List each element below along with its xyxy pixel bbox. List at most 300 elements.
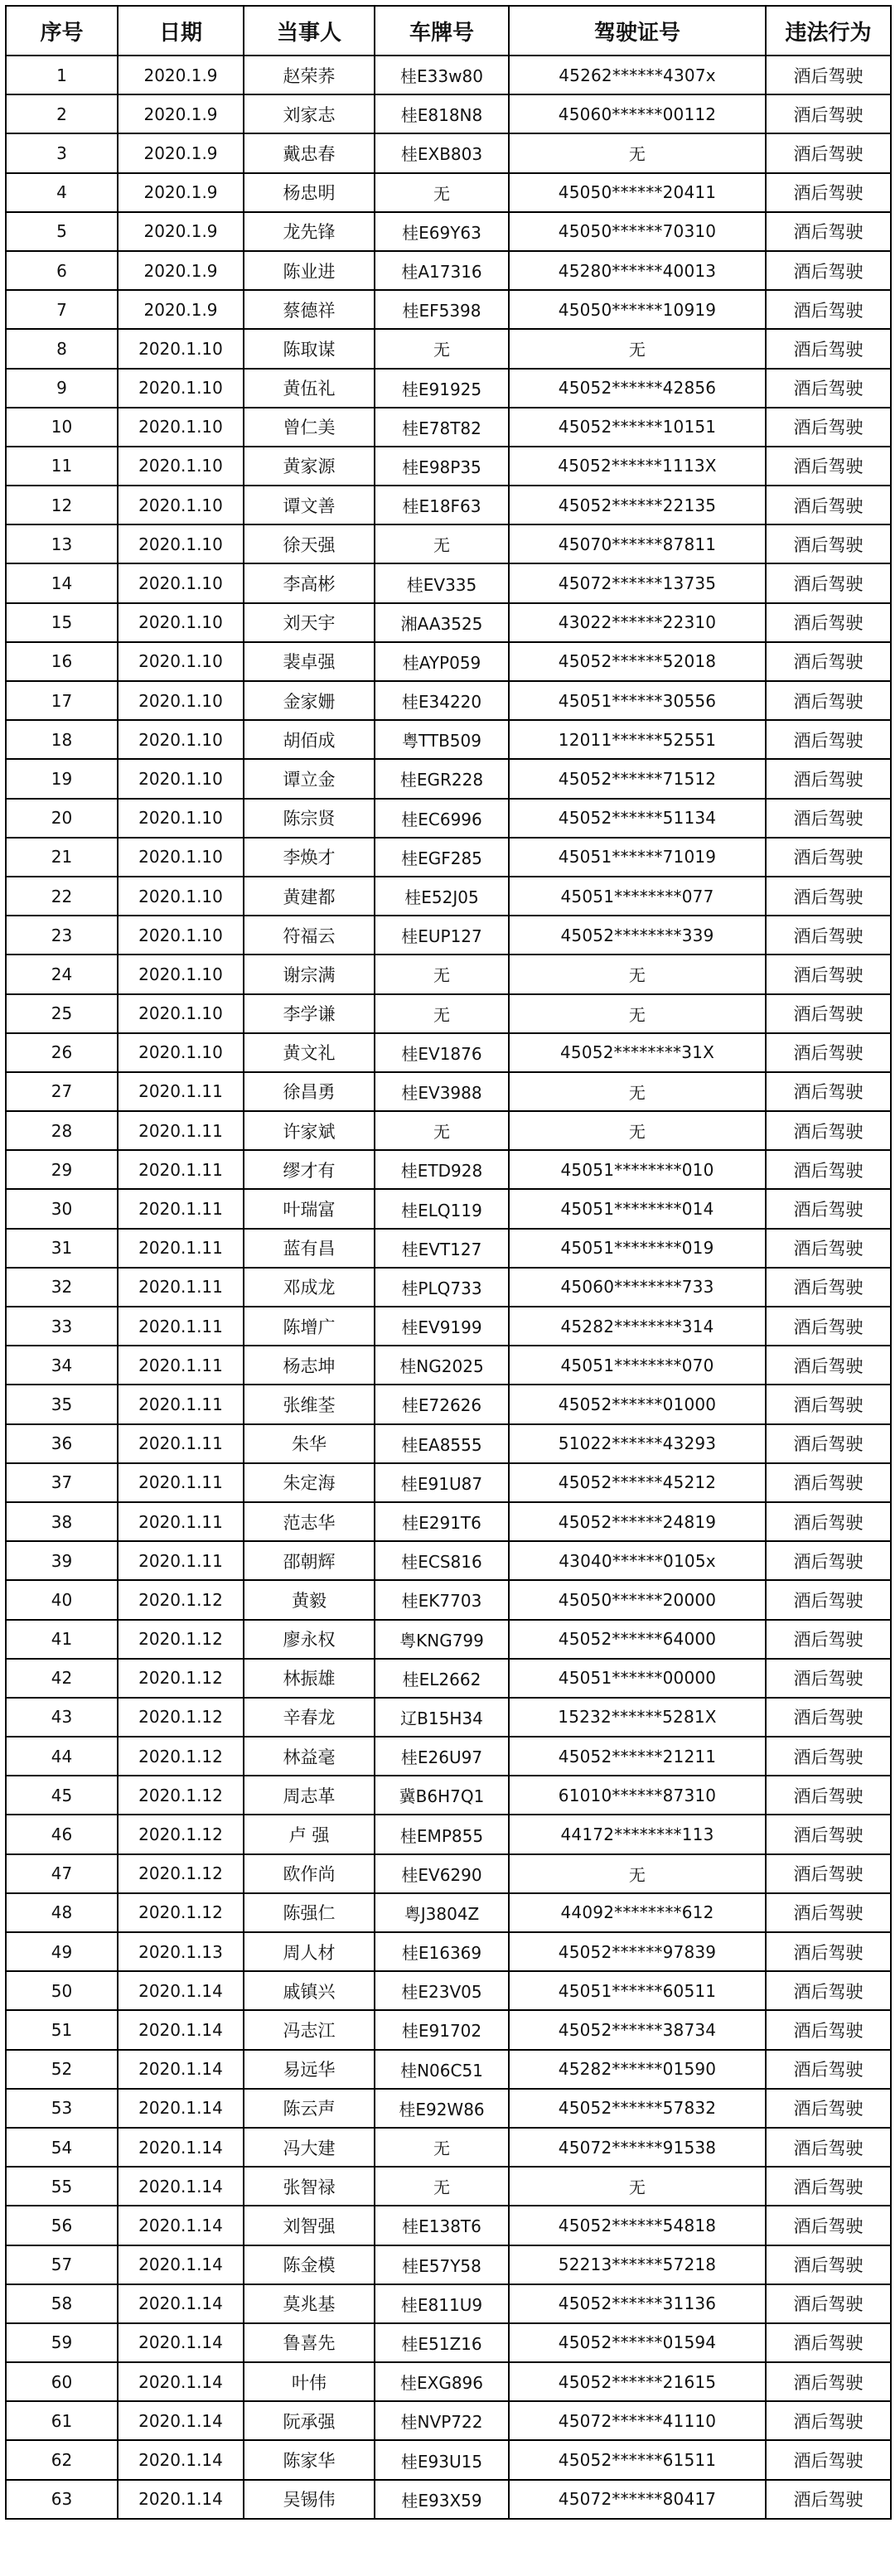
table-row — [6, 838, 891, 877]
row-violation: 酒后驾驶 — [766, 563, 891, 602]
row-date: 2020.1.11 — [118, 1189, 244, 1228]
row-index: 20 — [6, 799, 118, 838]
row-date: 2020.1.10 — [118, 563, 244, 602]
row-plate: 无 — [375, 2128, 509, 2167]
row-violation: 酒后驾驶 — [766, 2480, 891, 2519]
row-date: 2020.1.12 — [118, 1854, 244, 1893]
table-row — [6, 759, 891, 798]
table-row — [6, 1463, 891, 1502]
row-license: 45051********014 — [509, 1189, 766, 1228]
row-plate: 桂EGR228 — [375, 759, 509, 798]
row-date: 2020.1.12 — [118, 1580, 244, 1619]
row-index: 58 — [6, 2284, 118, 2323]
row-party: 胡佰成 — [244, 720, 375, 759]
row-license: 45052******51134 — [509, 799, 766, 838]
row-violation: 酒后驾驶 — [766, 1971, 891, 2010]
row-party: 吴锡伟 — [244, 2480, 375, 2519]
row-index: 45 — [6, 1776, 118, 1815]
row-license: 45052******52018 — [509, 642, 766, 681]
row-violation: 酒后驾驶 — [766, 1150, 891, 1189]
row-date: 2020.1.10 — [118, 447, 244, 486]
row-license: 45050******10919 — [509, 290, 766, 329]
row-index: 51 — [6, 2010, 118, 2049]
row-plate: 桂A17316 — [375, 251, 509, 290]
row-violation: 酒后驾驶 — [766, 2050, 891, 2089]
row-license: 45052******10151 — [509, 408, 766, 447]
row-plate: 桂E91925 — [375, 369, 509, 408]
row-date: 2020.1.12 — [118, 1698, 244, 1737]
row-party: 杨忠明 — [244, 173, 375, 212]
row-index: 15 — [6, 603, 118, 642]
row-violation: 酒后驾驶 — [766, 1737, 891, 1776]
row-violation: 酒后驾驶 — [766, 720, 891, 759]
row-violation: 酒后驾驶 — [766, 1033, 891, 1072]
table-body — [6, 56, 891, 2519]
row-party: 金家姗 — [244, 681, 375, 720]
row-party: 黄建都 — [244, 877, 375, 916]
row-index: 52 — [6, 2050, 118, 2089]
row-index: 50 — [6, 1971, 118, 2010]
row-violation: 酒后驾驶 — [766, 2323, 891, 2362]
row-party: 张维荃 — [244, 1385, 375, 1423]
table-row — [6, 1346, 891, 1385]
row-violation: 酒后驾驶 — [766, 603, 891, 642]
row-violation: 酒后驾驶 — [766, 1854, 891, 1893]
row-party: 陈宗贤 — [244, 799, 375, 838]
row-index: 62 — [6, 2440, 118, 2479]
row-date: 2020.1.12 — [118, 1659, 244, 1698]
row-index: 60 — [6, 2362, 118, 2401]
row-plate: 无 — [375, 1111, 509, 1150]
row-license: 45051********077 — [509, 877, 766, 916]
row-violation: 酒后驾驶 — [766, 1698, 891, 1737]
table-row — [6, 720, 891, 759]
row-license: 45072******41110 — [509, 2401, 766, 2440]
row-index: 14 — [6, 563, 118, 602]
table-row — [6, 2362, 891, 2401]
row-date: 2020.1.14 — [118, 2401, 244, 2440]
row-license: 45052******57832 — [509, 2089, 766, 2128]
row-license: 无 — [509, 2167, 766, 2206]
row-date: 2020.1.10 — [118, 681, 244, 720]
row-plate: 桂ETD928 — [375, 1150, 509, 1189]
row-date: 2020.1.10 — [118, 369, 244, 408]
table-row — [6, 642, 891, 681]
table-row — [6, 1424, 891, 1463]
row-index: 35 — [6, 1385, 118, 1423]
row-violation: 酒后驾驶 — [766, 2245, 891, 2284]
row-party: 缪才有 — [244, 1150, 375, 1189]
row-license: 45052******45212 — [509, 1463, 766, 1502]
row-license: 45060********733 — [509, 1268, 766, 1307]
row-date: 2020.1.11 — [118, 1463, 244, 1502]
row-party: 张智禄 — [244, 2167, 375, 2206]
row-index: 4 — [6, 173, 118, 212]
table-row — [6, 1541, 891, 1580]
row-date: 2020.1.11 — [118, 1229, 244, 1268]
row-plate: 桂E91702 — [375, 2010, 509, 2049]
row-index: 5 — [6, 212, 118, 251]
row-party: 黄伍礼 — [244, 369, 375, 408]
row-date: 2020.1.10 — [118, 720, 244, 759]
row-party: 卢 强 — [244, 1815, 375, 1853]
row-index: 43 — [6, 1698, 118, 1737]
row-party: 易远华 — [244, 2050, 375, 2089]
row-violation: 酒后驾驶 — [766, 408, 891, 447]
row-index: 39 — [6, 1541, 118, 1580]
row-license: 45052******21615 — [509, 2362, 766, 2401]
table-row — [6, 1189, 891, 1228]
row-date: 2020.1.9 — [118, 133, 244, 172]
row-party: 黄毅 — [244, 1580, 375, 1619]
row-violation: 酒后驾驶 — [766, 1268, 891, 1307]
row-party: 李焕才 — [244, 838, 375, 877]
table-row — [6, 2050, 891, 2089]
row-license: 45052******54818 — [509, 2206, 766, 2245]
row-violation: 酒后驾驶 — [766, 838, 891, 877]
row-index: 28 — [6, 1111, 118, 1150]
row-index: 36 — [6, 1424, 118, 1463]
row-plate: 桂EA8555 — [375, 1424, 509, 1463]
row-date: 2020.1.11 — [118, 1268, 244, 1307]
row-violation: 酒后驾驶 — [766, 1385, 891, 1423]
row-violation: 酒后驾驶 — [766, 877, 891, 916]
row-party: 周志革 — [244, 1776, 375, 1815]
row-license: 无 — [509, 1072, 766, 1111]
row-index: 7 — [6, 290, 118, 329]
row-violation: 酒后驾驶 — [766, 447, 891, 486]
row-license: 45072******13735 — [509, 563, 766, 602]
row-date: 2020.1.9 — [118, 173, 244, 212]
row-license: 45052******1113X — [509, 447, 766, 486]
row-plate: 桂EGF285 — [375, 838, 509, 877]
row-index: 55 — [6, 2167, 118, 2206]
row-violation: 酒后驾驶 — [766, 1541, 891, 1580]
row-violation: 酒后驾驶 — [766, 2362, 891, 2401]
row-violation: 酒后驾驶 — [766, 642, 891, 681]
row-license: 45072******80417 — [509, 2480, 766, 2519]
row-violation: 酒后驾驶 — [766, 799, 891, 838]
row-party: 曾仁美 — [244, 408, 375, 447]
row-license: 61010******87310 — [509, 1776, 766, 1815]
row-plate: 桂EK7703 — [375, 1580, 509, 1619]
row-date: 2020.1.9 — [118, 94, 244, 133]
violations-table — [5, 5, 892, 2520]
row-plate: 桂E18F63 — [375, 486, 509, 524]
row-license: 45052******71512 — [509, 759, 766, 798]
row-license: 52213******57218 — [509, 2245, 766, 2284]
row-license: 45052******38734 — [509, 2010, 766, 2049]
row-party: 陈业进 — [244, 251, 375, 290]
row-party: 谢宗满 — [244, 955, 375, 993]
row-party: 叶伟 — [244, 2362, 375, 2401]
row-date: 2020.1.10 — [118, 916, 244, 955]
row-violation: 酒后驾驶 — [766, 1189, 891, 1228]
row-index: 63 — [6, 2480, 118, 2519]
row-license: 45280******40013 — [509, 251, 766, 290]
row-violation: 酒后驾驶 — [766, 1815, 891, 1853]
row-index: 42 — [6, 1659, 118, 1698]
row-license: 15232******5281X — [509, 1698, 766, 1737]
row-party: 陈家华 — [244, 2440, 375, 2479]
row-index: 19 — [6, 759, 118, 798]
row-plate: 桂ELQ119 — [375, 1189, 509, 1228]
row-party: 戴忠春 — [244, 133, 375, 172]
table-row — [6, 2284, 891, 2323]
row-violation: 酒后驾驶 — [766, 1659, 891, 1698]
row-license: 45052******64000 — [509, 1620, 766, 1659]
row-plate: 桂E291T6 — [375, 1502, 509, 1541]
row-date: 2020.1.11 — [118, 1346, 244, 1385]
row-index: 30 — [6, 1189, 118, 1228]
row-date: 2020.1.14 — [118, 2323, 244, 2362]
row-license: 45050******20000 — [509, 1580, 766, 1619]
row-index: 3 — [6, 133, 118, 172]
row-party: 刘智强 — [244, 2206, 375, 2245]
row-index: 46 — [6, 1815, 118, 1853]
row-license: 45051********070 — [509, 1346, 766, 1385]
table-row — [6, 563, 891, 602]
row-date: 2020.1.14 — [118, 2167, 244, 2206]
row-plate: 粤KNG799 — [375, 1620, 509, 1659]
table-row — [6, 1307, 891, 1346]
row-party: 谭立金 — [244, 759, 375, 798]
row-violation: 酒后驾驶 — [766, 173, 891, 212]
row-party: 刘天宇 — [244, 603, 375, 642]
row-index: 22 — [6, 877, 118, 916]
row-index: 18 — [6, 720, 118, 759]
row-plate: 桂PLQ733 — [375, 1268, 509, 1307]
table-row — [6, 1072, 891, 1111]
table-row — [6, 212, 891, 251]
row-violation: 酒后驾驶 — [766, 133, 891, 172]
row-violation: 酒后驾驶 — [766, 1776, 891, 1815]
row-violation: 酒后驾驶 — [766, 251, 891, 290]
table-row — [6, 94, 891, 133]
table-row — [6, 329, 891, 368]
row-party: 蔡德祥 — [244, 290, 375, 329]
table-row — [6, 994, 891, 1033]
row-date: 2020.1.9 — [118, 290, 244, 329]
row-license: 45051******60511 — [509, 1971, 766, 2010]
row-party: 冯大建 — [244, 2128, 375, 2167]
row-violation: 酒后驾驶 — [766, 290, 891, 329]
row-violation: 酒后驾驶 — [766, 1502, 891, 1541]
row-index: 16 — [6, 642, 118, 681]
table-row — [6, 1033, 891, 1072]
row-party: 谭文善 — [244, 486, 375, 524]
row-date: 2020.1.14 — [118, 2010, 244, 2049]
table-row — [6, 369, 891, 408]
row-date: 2020.1.14 — [118, 1971, 244, 2010]
table-row — [6, 2089, 891, 2128]
row-party: 黄家源 — [244, 447, 375, 486]
row-plate: 桂EXB803 — [375, 133, 509, 172]
row-index: 44 — [6, 1737, 118, 1776]
row-date: 2020.1.10 — [118, 486, 244, 524]
row-violation: 酒后驾驶 — [766, 1307, 891, 1346]
row-index: 48 — [6, 1893, 118, 1932]
row-license: 45052******42856 — [509, 369, 766, 408]
row-date: 2020.1.10 — [118, 329, 244, 368]
row-index: 61 — [6, 2401, 118, 2440]
table-row — [6, 681, 891, 720]
table-row — [6, 1385, 891, 1423]
row-plate: 桂EVT127 — [375, 1229, 509, 1268]
row-violation: 酒后驾驶 — [766, 2206, 891, 2245]
row-plate: 桂E57Y58 — [375, 2245, 509, 2284]
row-violation: 酒后驾驶 — [766, 994, 891, 1033]
table-row — [6, 1620, 891, 1659]
row-index: 2 — [6, 94, 118, 133]
table-row — [6, 1150, 891, 1189]
row-license: 45051******71019 — [509, 838, 766, 877]
row-violation: 酒后驾驶 — [766, 486, 891, 524]
row-plate: 桂E811U9 — [375, 2284, 509, 2323]
row-party: 朱华 — [244, 1424, 375, 1463]
row-date: 2020.1.9 — [118, 56, 244, 94]
row-index: 26 — [6, 1033, 118, 1072]
header-violation: 违法行为 — [766, 6, 891, 56]
row-plate: 冀B6H7Q1 — [375, 1776, 509, 1815]
row-party: 莫兆基 — [244, 2284, 375, 2323]
row-violation: 酒后驾驶 — [766, 1229, 891, 1268]
row-license: 45052******24819 — [509, 1502, 766, 1541]
row-license: 45050******20411 — [509, 173, 766, 212]
row-index: 9 — [6, 369, 118, 408]
table-row — [6, 916, 891, 955]
row-party: 冯志江 — [244, 2010, 375, 2049]
row-license: 45051******00000 — [509, 1659, 766, 1698]
table-row — [6, 2010, 891, 2049]
header-index: 序号 — [6, 6, 118, 56]
row-violation: 酒后驾驶 — [766, 1111, 891, 1150]
row-party: 范志华 — [244, 1502, 375, 1541]
row-party: 黄文礼 — [244, 1033, 375, 1072]
row-plate: 无 — [375, 524, 509, 563]
row-plate: 桂EV3988 — [375, 1072, 509, 1111]
row-license: 45052******21211 — [509, 1737, 766, 1776]
row-date: 2020.1.11 — [118, 1111, 244, 1150]
row-license: 无 — [509, 955, 766, 993]
row-plate: 粤TTB509 — [375, 720, 509, 759]
row-party: 徐昌勇 — [244, 1072, 375, 1111]
row-license: 无 — [509, 133, 766, 172]
row-index: 13 — [6, 524, 118, 563]
row-license: 51022******43293 — [509, 1424, 766, 1463]
row-date: 2020.1.14 — [118, 2480, 244, 2519]
row-plate: 粤J3804Z — [375, 1893, 509, 1932]
row-license: 无 — [509, 1854, 766, 1893]
table-row — [6, 2128, 891, 2167]
row-index: 33 — [6, 1307, 118, 1346]
row-party: 徐天强 — [244, 524, 375, 563]
table-row — [6, 2440, 891, 2479]
row-party: 赵荣荞 — [244, 56, 375, 94]
table-row — [6, 2245, 891, 2284]
row-party: 蓝有昌 — [244, 1229, 375, 1268]
row-plate: 桂EMP855 — [375, 1815, 509, 1853]
table-row — [6, 1815, 891, 1853]
row-party: 阮承强 — [244, 2401, 375, 2440]
table-row — [6, 1698, 891, 1737]
row-index: 38 — [6, 1502, 118, 1541]
row-violation: 酒后驾驶 — [766, 1463, 891, 1502]
table-row — [6, 877, 891, 916]
row-date: 2020.1.11 — [118, 1424, 244, 1463]
row-plate: 无 — [375, 329, 509, 368]
row-violation: 酒后驾驶 — [766, 94, 891, 133]
row-party: 陈金模 — [244, 2245, 375, 2284]
row-violation: 酒后驾驶 — [766, 369, 891, 408]
table-row — [6, 524, 891, 563]
row-license: 45052******01000 — [509, 1385, 766, 1423]
row-plate: 桂EV9199 — [375, 1307, 509, 1346]
row-license: 45052******31136 — [509, 2284, 766, 2323]
row-date: 2020.1.10 — [118, 408, 244, 447]
row-license: 43022******22310 — [509, 603, 766, 642]
row-plate: 湘AA3525 — [375, 603, 509, 642]
row-license: 45072******91538 — [509, 2128, 766, 2167]
row-violation: 酒后驾驶 — [766, 1346, 891, 1385]
row-date: 2020.1.12 — [118, 1737, 244, 1776]
row-party: 廖永权 — [244, 1620, 375, 1659]
table-row — [6, 603, 891, 642]
row-violation: 酒后驾驶 — [766, 1072, 891, 1111]
table-row — [6, 290, 891, 329]
row-date: 2020.1.9 — [118, 212, 244, 251]
row-plate: 桂E72626 — [375, 1385, 509, 1423]
row-index: 40 — [6, 1580, 118, 1619]
row-party: 陈取谋 — [244, 329, 375, 368]
header-date: 日期 — [118, 6, 244, 56]
row-index: 47 — [6, 1854, 118, 1893]
row-plate: 桂E52J05 — [375, 877, 509, 916]
row-date: 2020.1.11 — [118, 1150, 244, 1189]
row-plate: 桂E33w80 — [375, 56, 509, 94]
table-row — [6, 799, 891, 838]
row-party: 裴卓强 — [244, 642, 375, 681]
row-index: 54 — [6, 2128, 118, 2167]
row-date: 2020.1.14 — [118, 2440, 244, 2479]
row-license: 45051********010 — [509, 1150, 766, 1189]
row-violation: 酒后驾驶 — [766, 2440, 891, 2479]
row-plate: 无 — [375, 2167, 509, 2206]
table-row — [6, 2480, 891, 2519]
row-license: 44172********113 — [509, 1815, 766, 1853]
row-plate: 桂EUP127 — [375, 916, 509, 955]
row-plate: 桂E91U87 — [375, 1463, 509, 1502]
row-plate: 桂NG2025 — [375, 1346, 509, 1385]
row-date: 2020.1.10 — [118, 955, 244, 993]
row-date: 2020.1.14 — [118, 2245, 244, 2284]
table-row — [6, 1893, 891, 1932]
row-plate: 桂E16369 — [375, 1932, 509, 1971]
row-plate: 桂NVP722 — [375, 2401, 509, 2440]
row-index: 57 — [6, 2245, 118, 2284]
table-row — [6, 486, 891, 524]
row-index: 25 — [6, 994, 118, 1033]
row-violation: 酒后驾驶 — [766, 524, 891, 563]
table-row — [6, 1268, 891, 1307]
row-plate: 桂E23V05 — [375, 1971, 509, 2010]
row-index: 49 — [6, 1932, 118, 1971]
row-index: 31 — [6, 1229, 118, 1268]
row-plate: 桂EXG896 — [375, 2362, 509, 2401]
row-date: 2020.1.12 — [118, 1893, 244, 1932]
row-party: 欧作尚 — [244, 1854, 375, 1893]
row-violation: 酒后驾驶 — [766, 329, 891, 368]
